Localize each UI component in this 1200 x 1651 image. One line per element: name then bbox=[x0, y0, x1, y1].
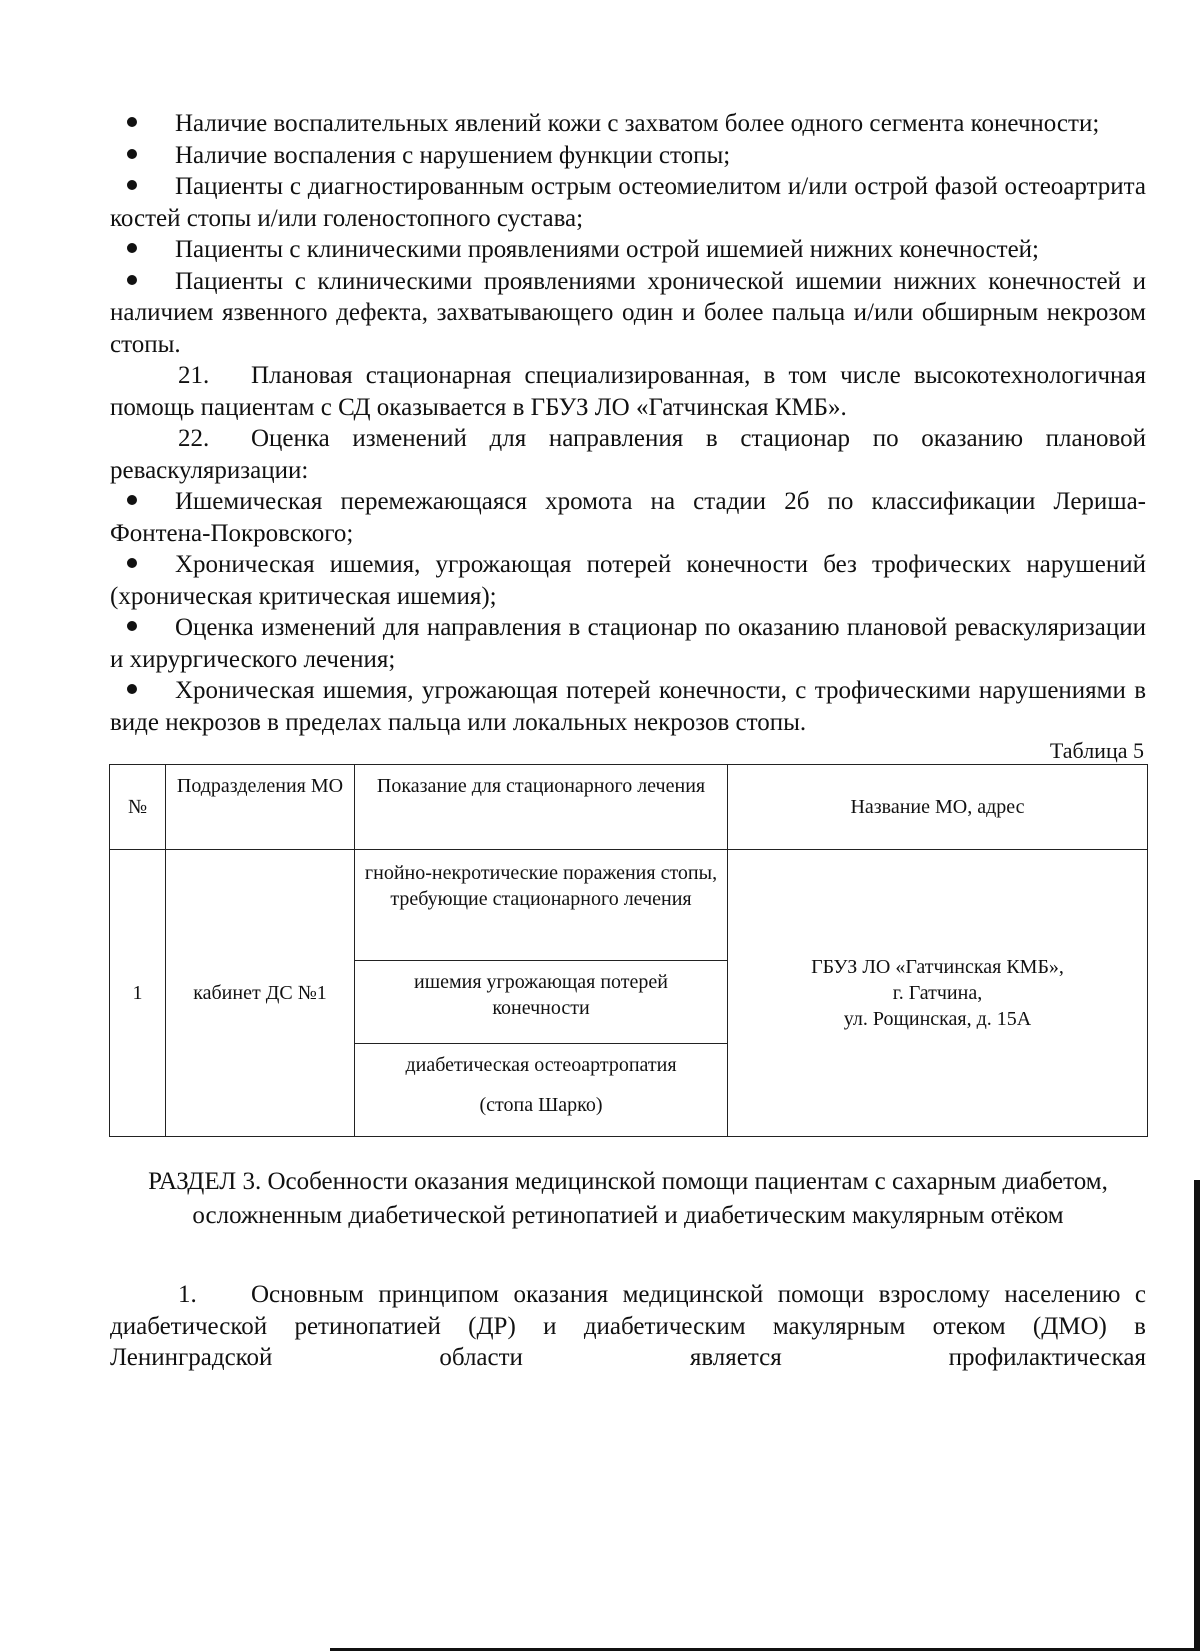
item-number: 1. bbox=[178, 1281, 197, 1308]
table-cell-indication: гнойно-некротические поражения стопы, требующие стационарного лечения bbox=[355, 850, 728, 961]
item-text: Оценка изменений для направления в стационар по оказанию плановой реваскуляризации: bbox=[110, 425, 1146, 484]
table-cell-num: 1 bbox=[110, 850, 166, 1137]
document-page bbox=[110, 108, 1146, 1374]
list-item: Наличие воспаления с нарушением функции стопы; bbox=[175, 141, 731, 169]
column-header: Показание для стационарного лечения bbox=[355, 765, 728, 850]
table-cell-indication: диабетическая остеоартропатия (стопа Шарко) bbox=[355, 1044, 728, 1137]
item-number: 22. bbox=[178, 425, 210, 452]
column-header: Подразделения МО bbox=[166, 765, 355, 850]
list-item: Хроническая ишемия, угрожающая потерей конечности, с трофическими нарушениями в виде некрозов в пределах пальца или локальных некрозов стопы. bbox=[110, 677, 1146, 736]
list-item: Пациенты с клиническими проявлениями острой ишемией нижних конечностей; bbox=[175, 236, 1039, 263]
table-cell-address: ГБУЗ ЛО «Гатчинская КМБ», г. Гатчина, ул. Рощинская, д. 15А bbox=[728, 850, 1148, 1137]
numbered-item-22 bbox=[110, 423, 1146, 486]
table-row bbox=[110, 850, 1148, 961]
table-header-row bbox=[110, 765, 1148, 850]
table-5 bbox=[109, 764, 1148, 1137]
numbered-item-1 bbox=[110, 1279, 1146, 1374]
column-header: № bbox=[110, 765, 166, 850]
item-text: Плановая стационарная специализированная, в том числе высокотехнологичная помощь пациентам с СД оказывается в ГБУЗ ЛО «Гатчинская КМБ». bbox=[110, 362, 1146, 421]
list-item: Оценка изменений для направления в стационар по оказанию плановой реваскуляризации и хирургического лечения; bbox=[110, 614, 1146, 673]
list-item: Пациенты с диагностированным острым остеомиелитом и/или острой фазой остеоартрита костей стопы и/или голеностопного сустава; bbox=[110, 173, 1146, 232]
numbered-item-21 bbox=[110, 360, 1146, 423]
list-item: Наличие воспалительных явлений кожи с захватом более одного сегмента конечности; bbox=[175, 110, 1100, 137]
list-item: Хроническая ишемия, угрожающая потерей конечности без трофических нарушений (хроническая критическая ишемия); bbox=[110, 551, 1146, 610]
table-cell-indication: ишемия угрожающая потерей конечности bbox=[355, 961, 728, 1044]
item-text: Основным принципом оказания медицинской помощи взрослому населению с диабетической ретинопатией (ДР) и диабетическим макулярным отеком (ДМО) в Ленинградской области является профилактическая bbox=[110, 1281, 1146, 1371]
list-item: Ишемическая перемежающаяся хромота на стадии 2б по классификации Лериша-Фонтена-Покровского; bbox=[110, 488, 1146, 547]
column-header: Название МО, адрес bbox=[728, 765, 1148, 850]
item-number: 21. bbox=[178, 362, 210, 389]
section-title: РАЗДЕЛ 3. Особенности оказания медицинской помощи пациентам с сахарным диабетом, осложненным диабетической ретинопатией и диабетическим макулярным отёком bbox=[148, 1168, 1108, 1229]
table-cell-unit: кабинет ДС №1 bbox=[166, 850, 355, 1137]
table-caption: Таблица 5 bbox=[1049, 738, 1144, 763]
scan-edge-shadow bbox=[1194, 1180, 1200, 1651]
list-item: Пациенты с клиническими проявлениями хронической ишемии нижних конечностей и наличием язвенного дефекта, захватывающего один и более пальца и/или обширным некрозом стопы. bbox=[110, 267, 1146, 358]
